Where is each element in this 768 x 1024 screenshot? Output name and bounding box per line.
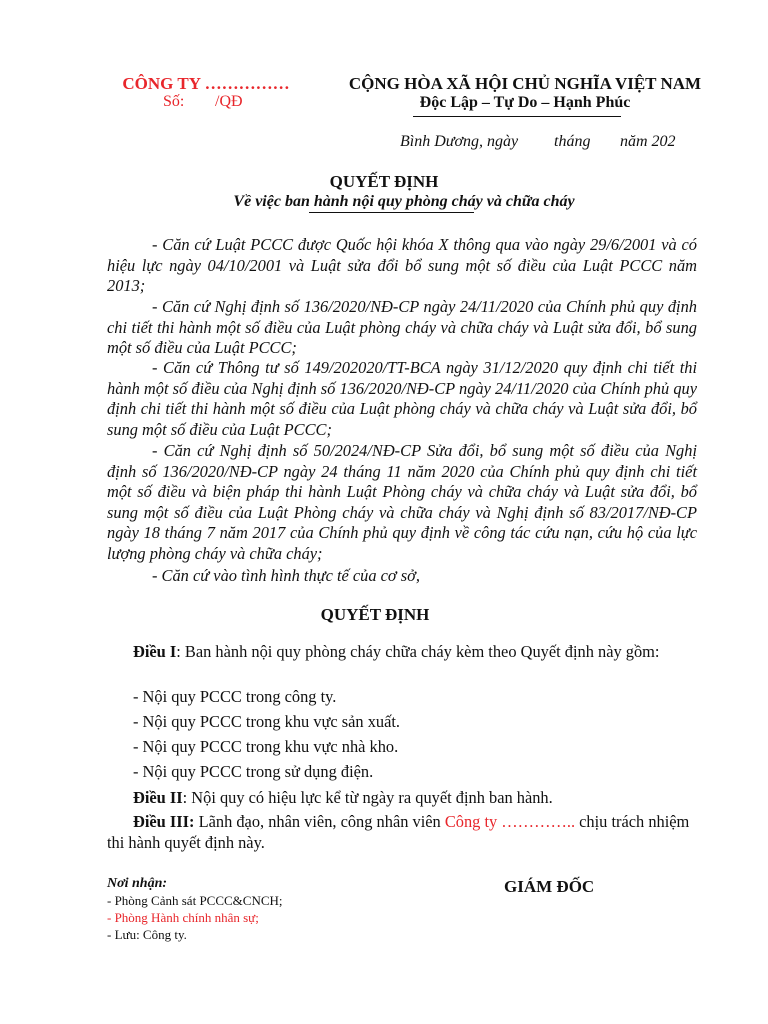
article-3-text-end: chịu trách nhiệm thi hành quyết định này. (107, 812, 690, 852)
document-subtitle: Về việc ban hành nội quy phòng cháy và chữa cháy (233, 193, 575, 210)
recipient-item: - Phòng Hành chính nhân sự; (107, 910, 259, 925)
article-1-text: : Ban hành nội quy phòng cháy chữa cháy kèm theo Quyết định này gồm: (176, 642, 660, 661)
subtitle-underline (309, 212, 474, 213)
motto-underline (413, 116, 621, 117)
signature-title: GIÁM ĐỐC (504, 877, 595, 896)
rule-list-item: - Nội quy PCCC trong khu vực sản xuất. (133, 712, 401, 731)
recipient-item: - Phòng Cảnh sát PCCC&CNCH; (107, 893, 283, 908)
rule-list-item: - Nội quy PCCC trong sử dụng điện. (133, 762, 374, 781)
nation-title: CỘNG HÒA XÃ HỘI CHỦ NGHĨA VIỆT NAM (348, 74, 702, 93)
legal-basis-paragraph: - Căn cứ Thông tư số 149/202020/TT-BCA ngày 31/12/2020 quy định chi tiết thi hành một số điều của Nghị định số 136/2020/NĐ-CP ngày 24/11/2020 của Chính phủ quy định chi tiết thi hành một số điều của Luật phòng cháy và chữa cháy và Luật sửa đổi, bổ sung một số điều của Luật PCCC; (107, 358, 697, 439)
article-2-text: : Nội quy có hiệu lực kể từ ngày ra quyết định ban hành. (182, 788, 553, 807)
article-3 (107, 811, 697, 853)
national-motto: Độc Lập – Tự Do – Hạnh Phúc (419, 94, 631, 111)
date-year: năm 202 (620, 133, 676, 150)
rule-list-item: - Nội quy PCCC trong công ty. (133, 687, 337, 706)
legal-basis-paragraph: - Căn cứ Nghị định số 136/2020/NĐ-CP ngày 24/11/2020 của Chính phủ quy định chi tiết thi hành một số điều của Luật phòng cháy và chữa cháy và Luật sửa đổi, bổ sung một số điều của Luật PCCC; (107, 297, 697, 358)
legal-basis-paragraph: - Căn cứ Nghị định số 50/2024/NĐ-CP Sửa đổi, bổ sung một số điều của Nghị định số 136/2020/NĐ-CP ngày 24 tháng 11 năm 2020 của Chính phủ quy định chi tiết một số điều và biện pháp thi hành Luật Phòng cháy và chữa cháy và Luật sửa đổi, bổ sung một số điều của Luật Phòng cháy và chữa cháy và Nghị định số 83/2017/NĐ-CP ngày 18 tháng 7 năm 2017 của Chính phủ quy định về công tác cứu nạn, cứu hộ của lực lượng phòng cháy và chữa cháy; (107, 441, 697, 563)
article-1 (107, 641, 697, 662)
legal-basis-paragraph: - Căn cứ Luật PCCC được Quốc hội khóa X thông qua vào ngày 29/6/2001 và có hiệu lực ngày 04/10/2001 và Luật sửa đổi bổ sung một số điều của Luật PCCC năm 2013; (107, 235, 697, 296)
legal-basis-paragraph: - Căn cứ vào tình hình thực tế của cơ sở, (152, 566, 420, 585)
rule-list-item: - Nội quy PCCC trong khu vực nhà kho. (133, 737, 399, 756)
recipients-title: Nơi nhận: (107, 876, 168, 891)
document-number-code: /QĐ (215, 93, 243, 110)
article-3-text: Lãnh đạo, nhân viên, công nhân viên (194, 812, 445, 831)
company-name: CÔNG TY …………… (122, 74, 290, 93)
document-number-label: Số: (163, 93, 185, 110)
article-2 (107, 787, 697, 808)
article-3-label: Điều III: (133, 812, 195, 831)
document-title: QUYẾT ĐỊNH (329, 172, 439, 191)
article-3-company: Công ty ………….. (444, 812, 576, 831)
decision-heading: QUYẾT ĐỊNH (320, 605, 430, 624)
date-month: tháng (554, 133, 591, 150)
place-and-day: Bình Dương, ngày (400, 133, 519, 150)
article-1-label: Điều I (133, 642, 177, 661)
article-2-label: Điều II (133, 788, 183, 807)
recipient-item: - Lưu: Công ty. (107, 927, 187, 942)
